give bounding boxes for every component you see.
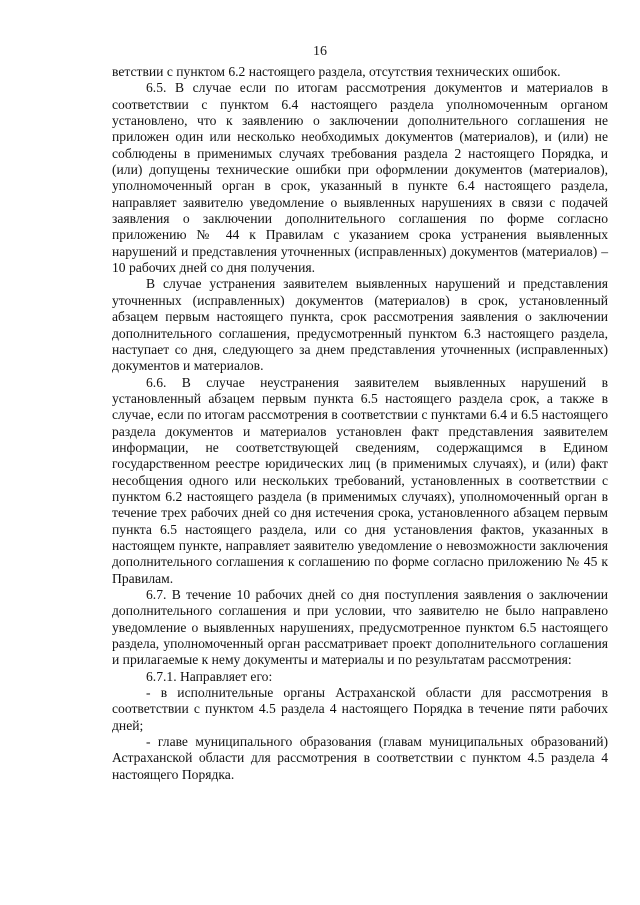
page-number: 16 [313, 44, 327, 59]
list-item-municipal-heads: - главе муниципального образования (главам муниципальных образований) Астраханской области для рассмотрения в соответствии с пунктом 4.5 раздела 4 настоящего Порядка. [112, 734, 608, 782]
paragraph-6-5-second: В случае устранения заявителем выявленных нарушений и представления уточненных (исправленных) документов (материалов) в срок, установленный абзацем первым настоящего пункта, срок рассмотрения заявления о заключении дополнительного соглашения, предусмотренный пунктом 6.3 настоящего раздела, наступает со дня, следующего за днем представления уточненных (исправленных) документов и материалов. [112, 276, 608, 374]
paragraph-6-6: 6.6. В случае неустранения заявителем выявленных нарушений в установленный абзацем первым пункта 6.5 настоящего раздела срок, а также в случае, если по итогам рассмотрения в соответствии с пунктами 6.4 и 6.5 настоящего раздела документов и материалов установлен факт представления заявителем информации, не соответствующей сведениям, содержащимся в Едином государственном реестре юридических лиц (в применимых случаях), и (или) факт несобщения одного или нескольких требований, установленных в соответствии с пунктом 6.2 настоящего раздела (в применимых случаях), уполномоченный орган в течение трех рабочих дней со дня истечения срока, установленного абзацем первым пункта 6.5 настоящего раздела, или со дня установления фактов, указанных в настоящем пункте, направляет заявителю уведомление о невозможности заключения дополнительного соглашения к соглашению по форме согласно приложению № 45 к Правилам. [112, 374, 608, 586]
document-body [112, 64, 608, 783]
paragraph-6-5: 6.5. В случае если по итогам рассмотрения документов и материалов в соответствии с пунктом 6.4 настоящего раздела уполномоченным органом установлено, что к заявлению о заключении дополнительного соглашения не приложен один или несколько необходимых документов (материалов), и (или) не соблюдены в применимых случаях требования раздела 2 настоящего Порядка, и (или) допущены технические ошибки при оформлении документов (материалов), уполномоченный орган в срок, указанный в пункте 6.4 настоящего раздела, направляет заявителю уведомление о выявленных нарушениях в связи с подачей заявления о заключении дополнительного соглашения по форме согласно приложению № 44 к Правилам с указанием срока устранения выявленных нарушений и представления уточненных (исправленных) документов (материалов) – 10 рабочих дней со дня получения. [112, 80, 608, 276]
paragraph-6-7-1: 6.7.1. Направляет его: [146, 668, 273, 684]
list-item-executive-bodies: - в исполнительные органы Астраханской области для рассмотрения в соответствии с пунктом 4.5 раздела 4 настоящего Порядка в течение пяти рабочих дней; [112, 685, 608, 733]
paragraph-continuation: ветствии с пунктом 6.2 настоящего раздела, отсутствия технических ошибок. [112, 64, 561, 79]
paragraph-6-7: 6.7. В течение 10 рабочих дней со дня поступления заявления о заключении дополнительного соглашения и при условии, что заявителю не было направлено уведомление о выявленных нарушениях, предусмотренное пунктом 6.5 настоящего раздела, уполномоченный орган рассматривает проект дополнительного соглашения и прилагаемые к нему документы и материалы и по результатам рассмотрения: [112, 587, 608, 668]
